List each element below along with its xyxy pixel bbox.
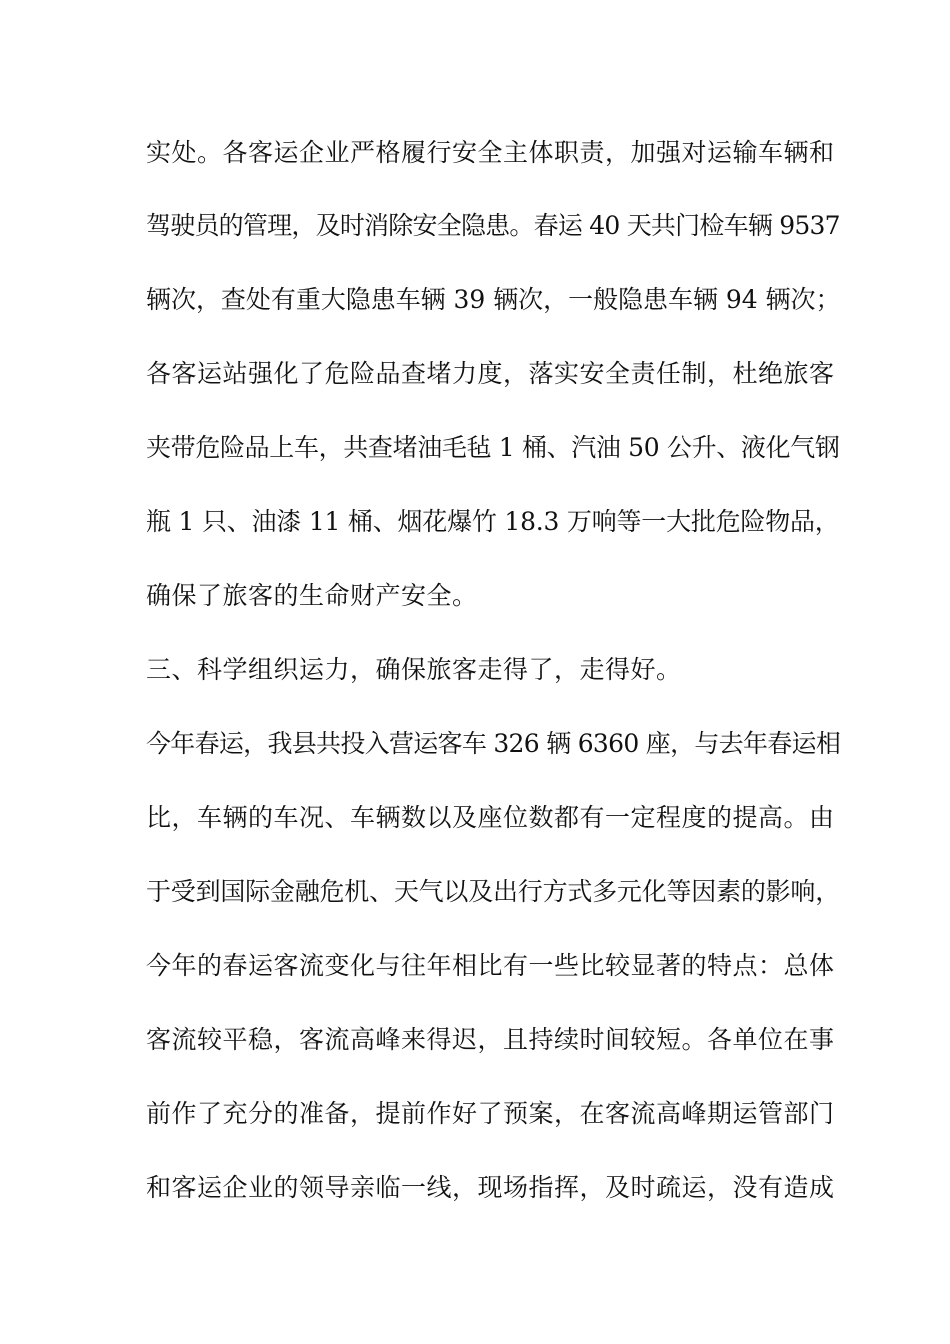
paragraph-line: 瓶 1 只、油漆 11 桶、烟花爆竹 18.3 万响等一大批危险物品， (146, 507, 840, 536)
paragraph-line: 于受到国际金融危机、天气以及出行方式多元化等因素的影响， (146, 877, 841, 906)
paragraph-line: 和客运企业的领导亲临一线，现场指挥，及时疏运，没有造成 (146, 1173, 835, 1202)
paragraph-line: 各客运站强化了危险品查堵力度，落实安全责任制，杜绝旅客 (146, 359, 835, 388)
paragraph-line: 今年的春运客流变化与往年相比有一些比较显著的特点：总体 (146, 951, 835, 980)
paragraph-line: 确保了旅客的生命财产安全。 (146, 581, 478, 610)
paragraph-line: 比，车辆的车况、车辆数以及座位数都有一定程度的提高。由 (146, 803, 835, 832)
paragraph-line: 驾驶员的管理，及时消除安全隐患。春运 40 天共门检车辆 9537 (146, 211, 840, 240)
paragraph-line: 夹带危险品上车，共查堵油毛毡 1 桶、汽油 50 公升、液化气钢 (146, 433, 840, 462)
paragraph-line: 实处。各客运企业严格履行安全主体职责，加强对运输车辆和 (146, 138, 835, 167)
paragraph-line: 客流较平稳，客流高峰来得迟，且持续时间较短。各单位在事 (146, 1025, 835, 1054)
paragraph-line: 辆次，查处有重大隐患车辆 39 辆次，一般隐患车辆 94 辆次； (146, 285, 841, 314)
paragraph-line: 前作了充分的准备，提前作好了预案，在客流高峰期运管部门 (146, 1099, 835, 1128)
paragraph-line: 今年春运，我县共投入营运客车 326 辆 6360 座，与去年春运相 (146, 729, 841, 758)
section-heading: 三、科学组织运力，确保旅客走得了，走得好。 (146, 655, 682, 684)
